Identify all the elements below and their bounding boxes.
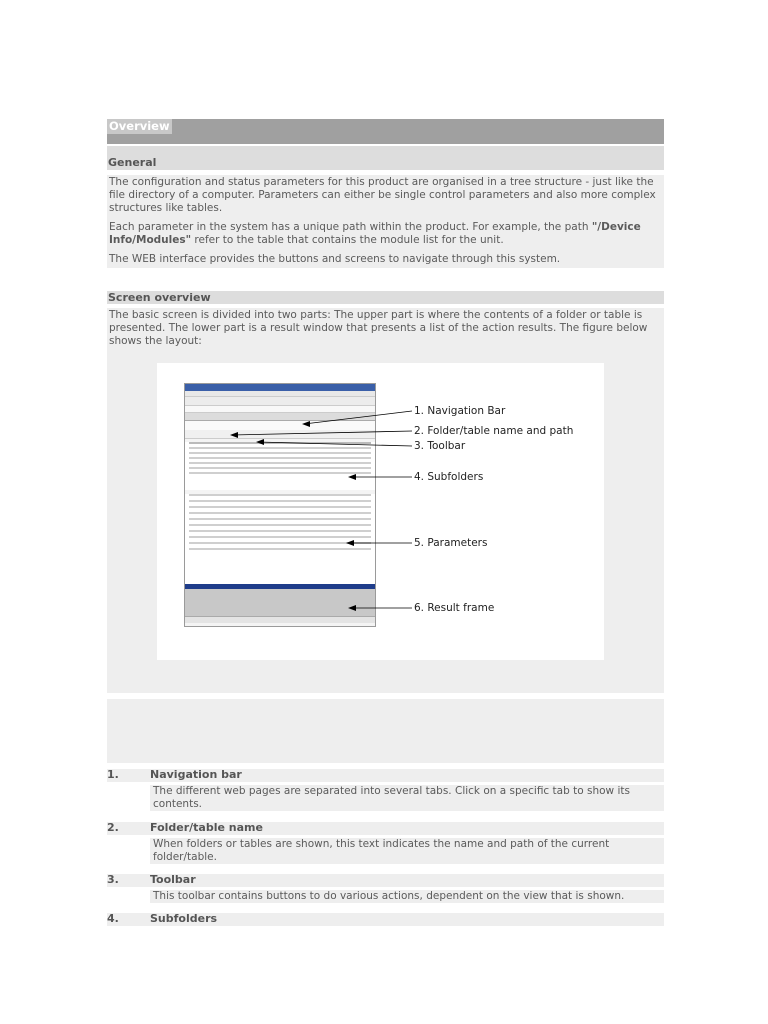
item-2-title: Folder/table name bbox=[150, 821, 263, 834]
general-p2-path: "/Device Info/Modules" bbox=[109, 221, 641, 246]
callout-toolbar: 3. Toolbar bbox=[414, 440, 466, 452]
general-p2-text: Each parameter in the system has a unique path within the product. For example, the path bbox=[109, 221, 592, 233]
item-2-number: 2. bbox=[107, 821, 119, 834]
arrow-toolbar bbox=[258, 442, 412, 446]
callout-result-frame: 6. Result frame bbox=[414, 602, 495, 614]
callout-subfolders: 4. Subfolders bbox=[414, 471, 484, 483]
general-paragraph-3: The WEB interface provides the buttons and screens to navigate through this system. bbox=[109, 253, 561, 265]
item-1-description: The different web pages are separated into several tabs. Click on a specific tab to show its contents. bbox=[150, 785, 664, 811]
callout-parameters: 5. Parameters bbox=[414, 537, 488, 549]
arrow-navigation-bar bbox=[304, 411, 412, 424]
general-paragraph-2 bbox=[109, 221, 664, 247]
callout-folder-table-name: 2. Folder/table name and path bbox=[414, 425, 574, 437]
item-1-title: Navigation bar bbox=[150, 768, 242, 781]
general-paragraph-1: The configuration and status parameters for this product are organised in a tree structure - just like the file directory of a computer. Parameters can either be single control parameters and also more complex structures like tables. bbox=[109, 176, 656, 214]
general-section-body bbox=[107, 175, 664, 268]
screen-overview-paragraph: The basic screen is divided into two parts: The upper part is where the contents of a folder or table is presented. The lower part is a result window that presents a list of the action results. The figure below shows the layout: bbox=[109, 309, 648, 347]
item-3-description: This toolbar contains buttons to do various actions, dependent on the view that is shown. bbox=[150, 890, 664, 903]
item-4-title: Subfolders bbox=[150, 912, 218, 925]
spacer-block bbox=[107, 699, 664, 763]
item-2-description: When folders or tables are shown, this text indicates the name and path of the current folder/table. bbox=[150, 838, 664, 864]
item-3-title: Toolbar bbox=[150, 873, 196, 886]
screen-overview-heading: Screen overview bbox=[107, 291, 664, 304]
item-4-number: 4. bbox=[107, 912, 119, 925]
item-3-number: 3. bbox=[107, 873, 119, 886]
callout-navigation-bar: 1. Navigation Bar bbox=[414, 405, 506, 417]
general-p2-text-end: refer to the table that contains the module list for the unit. bbox=[191, 234, 504, 246]
overview-title: Overview bbox=[109, 119, 170, 133]
overview-title-bar bbox=[107, 119, 664, 144]
callout-arrows bbox=[184, 363, 424, 660]
general-heading: General bbox=[107, 146, 664, 170]
item-1-number: 1. bbox=[107, 768, 119, 781]
arrow-folder-name bbox=[232, 431, 412, 435]
